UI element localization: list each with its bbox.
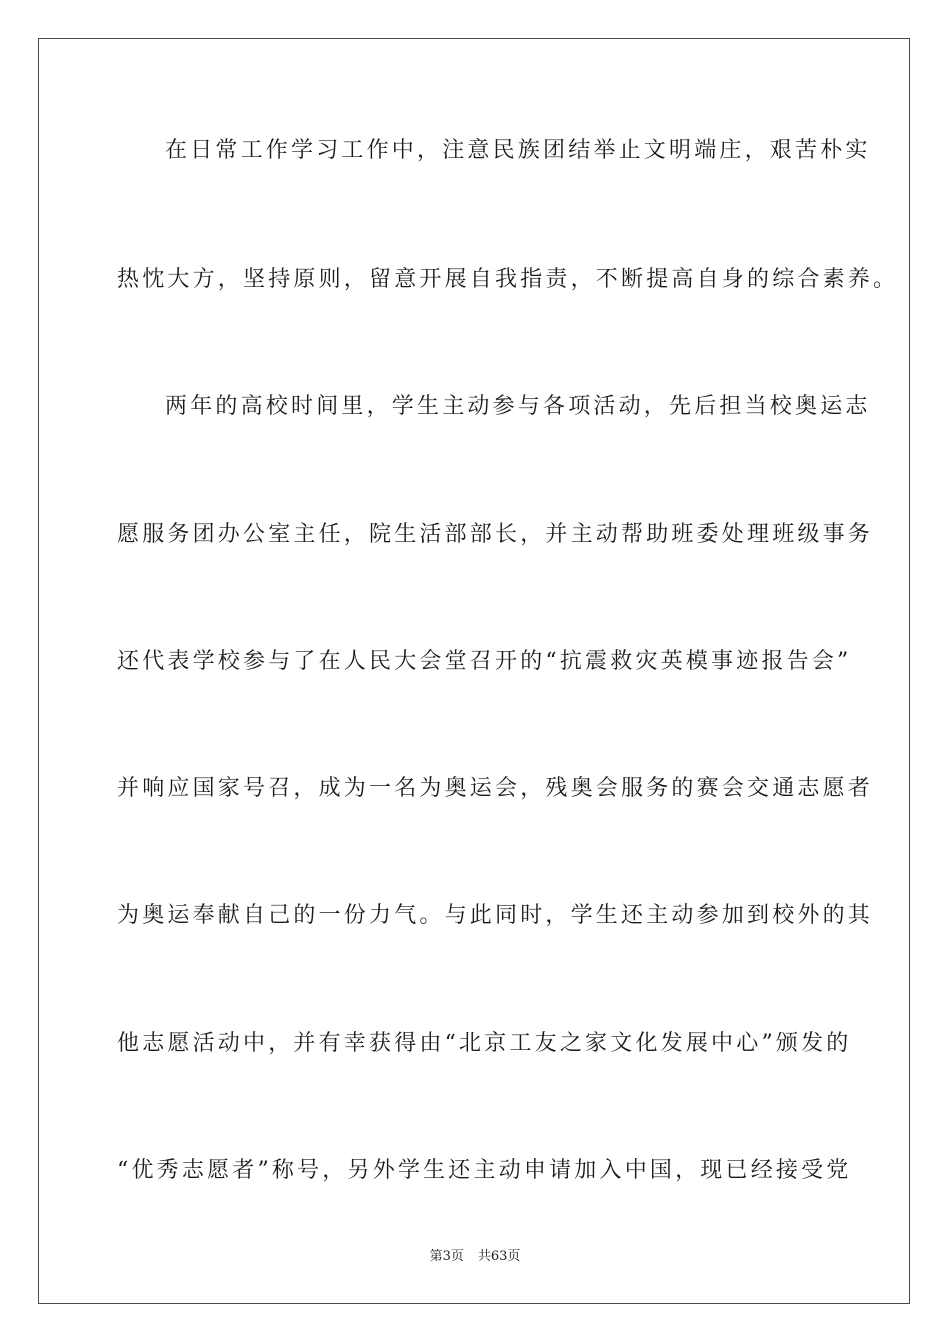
- paragraph-line: 并响应国家号召，成为一名为奥运会，残奥会服务的赛会交通志愿者: [117, 776, 874, 801]
- paragraph-line: “优秀志愿者”称号，另外学生还主动申请加入中国，现已经接受党: [117, 1158, 852, 1183]
- paragraph-line: 为奥运奉献自己的一份力气。与此同时，学生还主动参加到校外的其: [117, 903, 874, 928]
- paragraph-line: 两年的高校时间里，学生主动参与各项活动，先后担当校奥运志: [165, 394, 871, 419]
- page-footer: [0, 1248, 950, 1266]
- paragraph-line: 热忱大方，坚持原则，留意开展自我指责，不断提高自身的综合素养。: [117, 267, 899, 292]
- page-number: 第3页: [429, 1249, 464, 1264]
- paragraph-line: 在日常工作学习工作中，注意民族团结举止文明端庄，艰苦朴实: [165, 138, 871, 163]
- page-total: 共63页: [477, 1249, 521, 1264]
- paragraph-line: 愿服务团办公室主任，院生活部部长，并主动帮助班委处理班级事务: [117, 522, 874, 547]
- paragraph-line: 他志愿活动中，并有幸获得由“北京工友之家文化发展中心”颁发的: [117, 1031, 852, 1056]
- paragraph-line: 还代表学校参与了在人民大会堂召开的“抗震救灾英模事迹报告会”: [117, 649, 852, 674]
